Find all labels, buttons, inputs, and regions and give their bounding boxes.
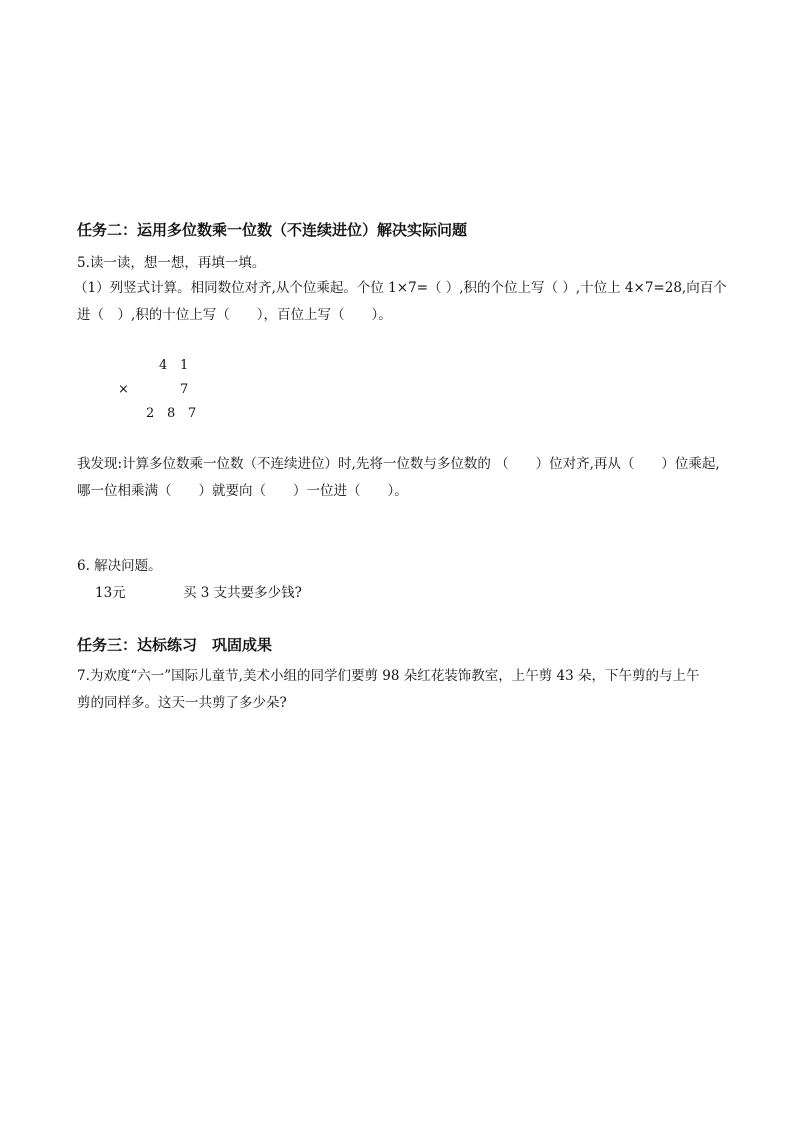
q5-line1: （1）列竖式计算。相同数位对齐,从个位乘起。个位 1×7=（ ）,积的个位上写（ ）,十位上 4×7=28,向百个 — [74, 280, 727, 296]
top-digit-hundreds: 4 — [159, 358, 168, 373]
discovery-line2: 哪一位相乘满（ ）就要向（ ）一位进（ ）。 — [77, 483, 408, 499]
q5-line2: 进（ ）,积的十位上写（ ），百位上写（ ）。 — [77, 307, 392, 323]
q6-title: 6. 解决问题。 — [77, 558, 162, 574]
q6-price: 13元 — [95, 585, 126, 601]
result-digit-ones: 7 — [188, 406, 197, 421]
q7-line2: 剪的同样多。这天一共剪了多少朵? — [77, 695, 287, 711]
multiplier-digit: 7 — [180, 382, 189, 397]
section3-title: 任务三：达标练习 巩固成果 — [77, 636, 273, 654]
q5-intro: 5.读一读，想一想，再填一填。 — [77, 255, 266, 271]
discovery-line1: 我发现:计算多位数乘一位数（不连续进位）时,先将一位数与多位数的 （ ）位对齐,再从（ ）位乘起, — [77, 456, 720, 472]
result-digit-tens: 8 — [167, 406, 176, 421]
top-digit-ones: 1 — [180, 358, 189, 373]
multiply-sign: × — [118, 382, 129, 397]
result-digit-hundreds: 2 — [146, 406, 155, 421]
q7-line1: 7.为欢度“六一”国际儿童节,美术小组的同学们要剪 98 朵红花装饰教室，上午剪 43 朵，下午剪的与上午 — [77, 668, 700, 684]
section2-title: 任务二：运用多位数乘一位数（不连续进位）解决实际问题 — [77, 221, 468, 239]
q6-question: 买 3 支共要多少钱? — [183, 585, 302, 601]
